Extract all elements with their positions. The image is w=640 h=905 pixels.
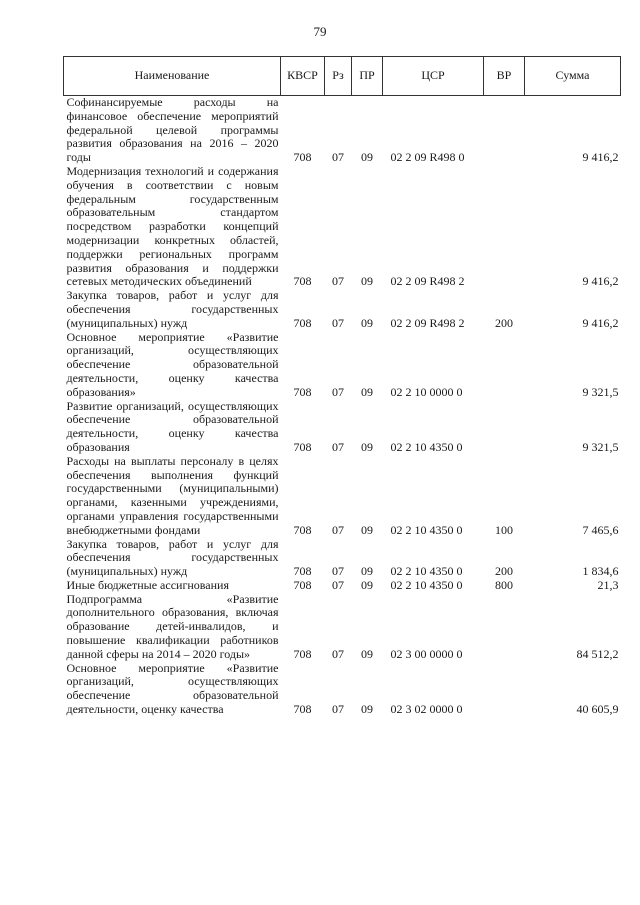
table-row — [64, 165, 621, 289]
row-name: Подпрограмма «Развитие дополнительного образования, включая образование детей-инвалидов, и повышение квалификации работников данной сферы на 2014 – 2020 годы» — [66, 591, 279, 661]
row-name: Закупка товаров, работ и услуг для обеспечения государственных (муниципальных) нужд — [66, 536, 279, 579]
table-row — [64, 331, 621, 400]
row-kvsr: 708 — [293, 439, 312, 454]
row-name: Закупка товаров, работ и услуг для обеспечения государственных (муниципальных) нужд — [66, 288, 279, 330]
row-sum: 1 834,6 — [582, 564, 619, 579]
table-row — [64, 400, 621, 455]
row-sum: 40 605,9 — [576, 702, 619, 717]
row-kvsr: 708 — [293, 274, 312, 289]
row-sum: 9 416,2 — [582, 274, 619, 289]
row-csr: 02 2 10 0000 0 — [390, 384, 463, 399]
row-sum: 9 321,5 — [582, 439, 619, 454]
table-row — [64, 289, 621, 330]
row-rz: 07 — [332, 522, 344, 537]
row-name: Модернизация технологий и содержания обучения в соответствии с новым федеральным государственным образовательным стандартом посредством разработки концепций модернизации конкретных областей, поддержки региональных программ развития образования и поддержки сетевых методических объединений — [66, 163, 279, 289]
row-kvsr: 708 — [293, 522, 312, 537]
row-kvsr: 708 — [293, 150, 312, 165]
row-pr: 09 — [361, 702, 373, 717]
row-sum: 21,3 — [597, 577, 619, 592]
row-vr: 800 — [495, 577, 513, 592]
row-vr: 100 — [495, 522, 513, 537]
table-row — [64, 538, 621, 579]
row-kvsr: 708 — [293, 315, 312, 330]
row-pr: 09 — [361, 646, 373, 661]
row-kvsr: 708 — [293, 564, 312, 579]
header-pr: ПР — [352, 57, 383, 96]
row-csr: 02 2 09 R498 2 — [390, 315, 465, 330]
row-pr: 09 — [361, 577, 373, 592]
row-rz: 07 — [332, 564, 344, 579]
table-row — [64, 579, 621, 593]
row-vr — [484, 662, 525, 717]
row-vr — [484, 96, 525, 165]
row-csr: 02 3 00 0000 0 — [390, 646, 463, 661]
header-rz: Рз — [325, 57, 352, 96]
row-name: Основное мероприятие «Развитие организаций, осуществляющих обеспечение образовательной деятельности, оценку качества — [66, 660, 279, 717]
row-pr: 09 — [361, 564, 373, 579]
row-pr: 09 — [361, 384, 373, 399]
row-name: Расходы на выплаты персоналу в целях обеспечения выполнения функций государственными (муниципальными) органами, казенными учреждениями, органами управления государственными внебюджетными фондами — [66, 453, 279, 537]
header-sum: Сумма — [525, 57, 621, 96]
row-vr — [484, 331, 525, 400]
row-rz: 07 — [332, 150, 344, 165]
row-pr: 09 — [361, 274, 373, 289]
table-row — [64, 455, 621, 538]
row-kvsr: 708 — [293, 384, 312, 399]
header-name: Наименование — [64, 57, 281, 96]
row-vr: 200 — [495, 564, 513, 579]
row-rz: 07 — [332, 384, 344, 399]
table-row — [64, 96, 621, 165]
row-kvsr: 708 — [293, 577, 312, 592]
header-csr: ЦСР — [383, 57, 484, 96]
header-kvsr: КВСР — [281, 57, 325, 96]
row-sum: 9 416,2 — [582, 315, 619, 330]
row-name: Основное мероприятие «Развитие организаций, осуществляющих обеспечение образовательной деятельности, оценку качества образования» — [66, 329, 279, 399]
row-pr: 09 — [361, 522, 373, 537]
table-row — [64, 593, 621, 662]
row-pr: 09 — [361, 439, 373, 454]
row-rz: 07 — [332, 702, 344, 717]
row-sum: 84 512,2 — [576, 646, 619, 661]
row-name: Развитие организаций, осуществляющих обеспечение образовательной деятельности, оценку качества образования — [66, 398, 279, 454]
row-csr: 02 2 10 4350 0 — [390, 522, 463, 537]
row-pr: 09 — [361, 315, 373, 330]
row-csr: 02 2 10 4350 0 — [390, 439, 463, 454]
row-rz: 07 — [332, 577, 344, 592]
row-vr — [484, 593, 525, 662]
row-sum: 9 321,5 — [582, 384, 619, 399]
row-rz: 07 — [332, 646, 344, 661]
row-name: Иные бюджетные ассигнования — [66, 577, 229, 592]
row-csr: 02 2 10 4350 0 — [390, 577, 463, 592]
header-vr: ВР — [484, 57, 525, 96]
row-pr: 09 — [361, 150, 373, 165]
row-rz: 07 — [332, 439, 344, 454]
row-csr: 02 2 09 R498 0 — [390, 150, 465, 165]
row-csr: 02 2 10 4350 0 — [390, 564, 463, 579]
row-name: Софинансируемые расходы на финансовое обеспечение мероприятий федеральной целевой программы развития образования на 2016 – 2020 годы — [66, 95, 279, 165]
table-row — [64, 662, 621, 717]
row-kvsr: 708 — [293, 702, 312, 717]
row-sum: 7 465,6 — [582, 522, 619, 537]
row-rz: 07 — [332, 315, 344, 330]
budget-table — [63, 56, 621, 717]
row-rz: 07 — [332, 274, 344, 289]
page-number: 79 — [313, 24, 327, 39]
row-vr — [484, 400, 525, 455]
row-kvsr: 708 — [293, 646, 312, 661]
row-sum: 9 416,2 — [582, 150, 619, 165]
row-vr — [484, 165, 525, 289]
table-header-row — [64, 57, 621, 96]
row-csr: 02 3 02 0000 0 — [390, 702, 463, 717]
row-csr: 02 2 09 R498 2 — [390, 274, 465, 289]
row-vr: 200 — [495, 315, 513, 330]
